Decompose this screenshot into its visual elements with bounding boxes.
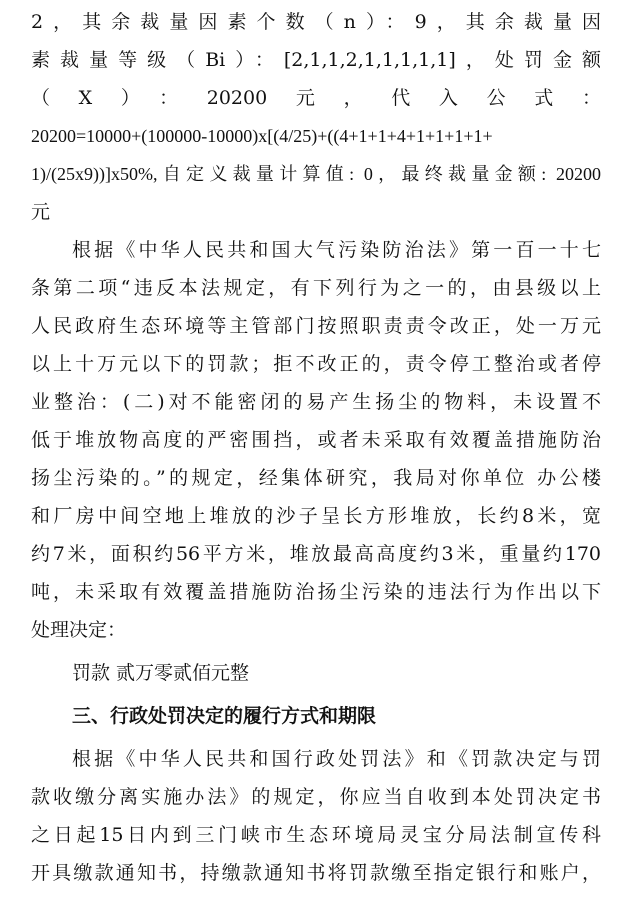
text-line: 款收缴分离实施办法》的规定，你应当自收到本处罚决定书: [31, 786, 601, 808]
text-line: 和厂房中间空地上堆放的沙子呈长方形堆放，长约8米，宽: [31, 505, 601, 527]
text-line: 以上十万元以下的罚款；拒不改正的，责令停工整治或者停: [31, 353, 601, 375]
text-line: 2，其余裁量因素个数（n）：9，其余裁量因: [31, 11, 601, 33]
text-line: 元: [31, 201, 51, 223]
text-line: 约7米，面积约56平方米，堆放最高高度约3米，重量约170: [31, 543, 601, 565]
text-line: 人民政府生态环境等主管部门按照职责责令改正，处一万元: [31, 315, 601, 337]
text-line: 扬尘污染的。”的规定，经集体研究，我局对你单位 办公楼: [31, 467, 601, 489]
text-line: 处理决定：: [31, 619, 127, 641]
text-line: （X）：20200元，代入公式：: [31, 87, 601, 109]
section-heading: 三、行政处罚决定的履行方式和期限: [72, 705, 377, 727]
paragraph-first-line: 根据《中华人民共和国行政处罚法》和《罚款决定与罚: [72, 748, 601, 770]
text-line: 素裁量等级（Bi）：[2,1,1,2,1,1,1,1,1]，处罚金额: [31, 49, 601, 71]
paragraph-first-line: 根据《中华人民共和国大气污染防治法》第一百一十七: [72, 239, 601, 261]
text-line: 业整治：(二)对不能密闭的易产生扬尘的物料，未设置不: [31, 391, 601, 413]
penalty-amount: 罚款 贰万零贰佰元整: [72, 662, 250, 684]
text-line: 开具缴款通知书，持缴款通知书将罚款缴至指定银行和账户，: [31, 862, 601, 884]
text-line: 条第二项“违反本法规定，有下列行为之一的，由县级以上: [31, 277, 601, 299]
text-line: 之日起15日内到三门峡市生态环境局灵宝分局法制宣传科: [31, 824, 601, 846]
formula-line: 1)/(25x9))]x50%,自定义裁量计算值: 0，最终裁量金额: 20200: [31, 164, 601, 184]
text-line: 低于堆放物高度的严密围挡，或者未采取有效覆盖措施防治: [31, 429, 601, 451]
formula-line: 20200=10000+(100000-10000)x[(4/25)+((4+1+1+4+1+1+1+1+: [31, 126, 493, 146]
text-line: 吨，未采取有效覆盖措施防治扬尘污染的违法行为作出以下: [31, 581, 601, 603]
